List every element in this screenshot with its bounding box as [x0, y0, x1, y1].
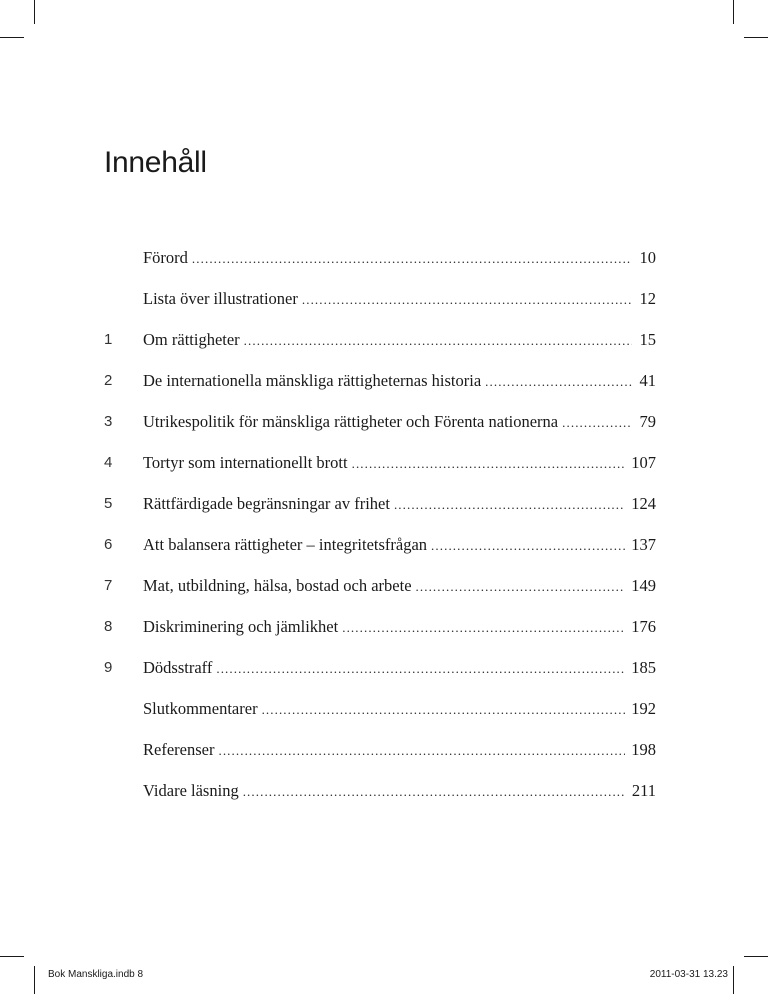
toc-entry-line	[143, 688, 656, 730]
toc-entry-line	[143, 647, 656, 689]
page-number: 137	[631, 535, 656, 554]
chapter-title: Dödsstraff	[143, 658, 213, 677]
crop-mark	[0, 37, 24, 38]
toc-entry	[104, 770, 656, 811]
toc-entry	[104, 729, 656, 770]
toc-entry-line	[143, 237, 656, 279]
toc-entry-line	[143, 401, 656, 443]
toc-entry	[104, 524, 656, 565]
toc-entry-line	[143, 606, 656, 648]
crop-mark	[34, 0, 35, 24]
footer-file-label: Bok Manskliga.indb 8	[48, 969, 144, 980]
page-number: 10	[639, 248, 656, 267]
table-of-contents	[104, 237, 656, 811]
chapter-title: Tortyr som internationellt brott	[143, 453, 348, 472]
chapter-number: 7	[104, 577, 113, 594]
dot-leader	[394, 484, 625, 525]
toc-entry-line	[143, 319, 656, 361]
footer-timestamp: 2011-03-31 13.23	[649, 969, 728, 980]
toc-entry-line	[143, 770, 656, 812]
page-number: 12	[639, 289, 656, 308]
toc-entry	[104, 565, 656, 606]
chapter-title: Vidare läsning	[143, 781, 239, 800]
crop-mark	[744, 956, 768, 957]
chapter-title: Diskriminering och jämlikhet	[143, 617, 339, 636]
chapter-title: Utrikespolitik för mänskliga rättigheter och Förenta nationerna	[143, 412, 559, 431]
dot-leader	[244, 320, 632, 361]
page-number: 149	[631, 576, 656, 595]
page-number: 211	[631, 781, 656, 800]
page-number: 185	[631, 658, 656, 677]
toc-entry-line	[143, 360, 656, 402]
page-number: 192	[631, 699, 656, 718]
toc-entry	[104, 237, 656, 278]
chapter-title: Referenser	[143, 740, 215, 759]
toc-entry-line	[143, 524, 656, 566]
dot-leader	[485, 361, 632, 402]
chapter-title: Förord	[143, 248, 188, 267]
crop-mark	[0, 956, 24, 957]
toc-entry	[104, 647, 656, 688]
page-number: 79	[639, 412, 656, 431]
crop-mark	[34, 966, 35, 994]
toc-entry	[104, 401, 656, 442]
page-number: 124	[631, 494, 656, 513]
chapter-number: 6	[104, 536, 113, 553]
dot-leader	[218, 730, 625, 771]
page-number: 176	[631, 617, 656, 636]
crop-mark	[744, 37, 768, 38]
dot-leader	[302, 279, 632, 320]
page-number: 15	[639, 330, 656, 349]
chapter-title: Rättfärdigade begränsningar av frihet	[143, 494, 390, 513]
chapter-number: 5	[104, 495, 113, 512]
toc-entry	[104, 360, 656, 401]
chapter-title: Mat, utbildning, hälsa, bostad och arbete	[143, 576, 412, 595]
dot-leader	[562, 402, 632, 443]
toc-entry-line	[143, 278, 656, 320]
toc-entry-line	[143, 565, 656, 607]
toc-entry	[104, 278, 656, 319]
dot-leader	[416, 566, 626, 607]
crop-mark	[733, 0, 734, 24]
dot-leader	[243, 771, 626, 812]
chapter-title: Lista över illustrationer	[143, 289, 298, 308]
dot-leader	[431, 525, 625, 566]
chapter-number: 1	[104, 331, 113, 348]
dot-leader	[262, 689, 626, 730]
toc-entry	[104, 319, 656, 360]
dot-leader	[352, 443, 626, 484]
chapter-title: Att balansera rättigheter – integritetsfrågan	[143, 535, 428, 554]
toc-entry	[104, 606, 656, 647]
page-number: 107	[631, 453, 656, 472]
toc-entry	[104, 688, 656, 729]
dot-leader	[216, 648, 625, 689]
chapter-title: De internationella mänskliga rättigheternas historia	[143, 371, 482, 390]
chapter-number: 8	[104, 618, 113, 635]
chapter-number: 3	[104, 413, 113, 430]
toc-entry	[104, 483, 656, 524]
page-title: Innehåll	[104, 146, 207, 179]
chapter-title: Slutkommentarer	[143, 699, 258, 718]
chapter-number: 9	[104, 659, 113, 676]
crop-mark	[733, 966, 734, 994]
toc-entry-line	[143, 483, 656, 525]
chapter-number: 2	[104, 372, 113, 389]
dot-leader	[342, 607, 625, 648]
dot-leader	[192, 238, 632, 279]
page-number: 198	[631, 740, 656, 759]
toc-entry-line	[143, 729, 656, 771]
page-number: 41	[639, 371, 656, 390]
toc-entry-line	[143, 442, 656, 484]
chapter-title: Om rättigheter	[143, 330, 240, 349]
toc-entry	[104, 442, 656, 483]
chapter-number: 4	[104, 454, 113, 471]
